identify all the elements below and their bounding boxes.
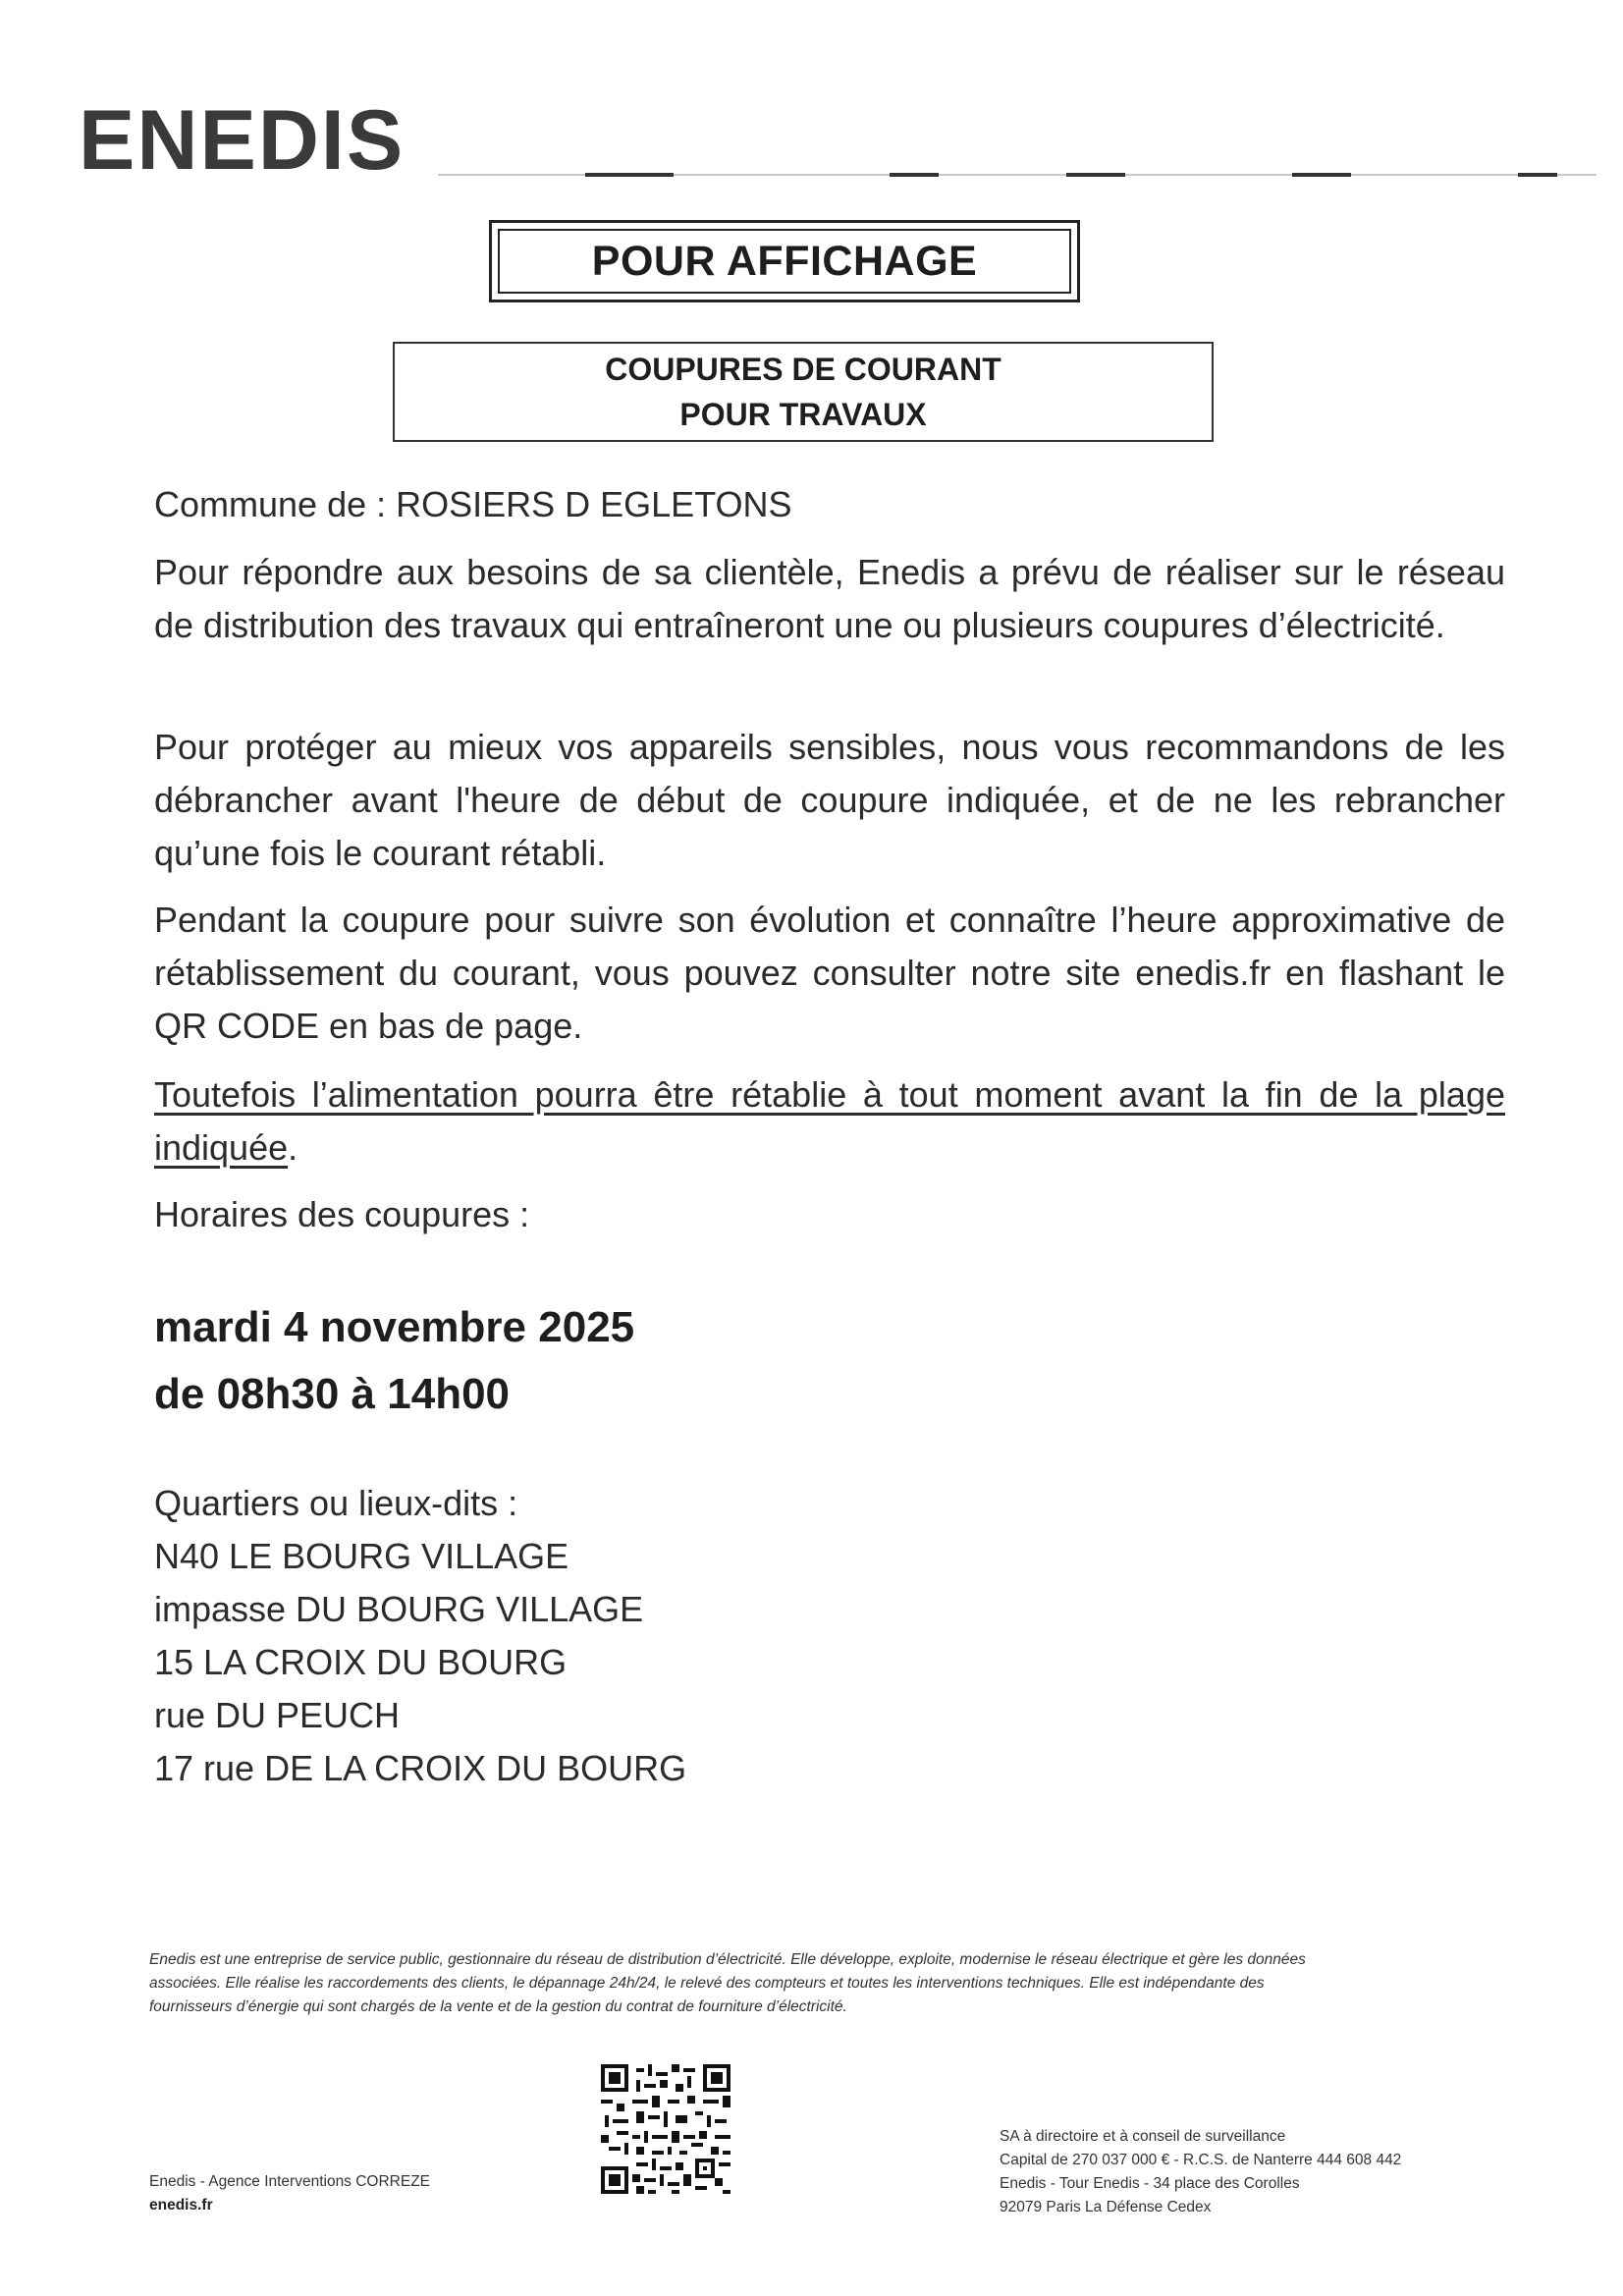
schedule-label: Horaires des coupures : [154, 1194, 530, 1234]
website-link[interactable]: enedis.fr [149, 2197, 213, 2214]
company-info: SA à directoire et à conseil de surveillance Capital de 270 037 000 € - R.C.S. de Nanterre 444 608 442 Enedis - Tour Enedis - 34 place des Corolles 92079 Paris La Défense Cedex [1000, 2128, 1402, 2215]
paragraph-1: Pour répondre aux besoins de sa clientèle, Enedis a prévu de réaliser sur le réseau de distribution des travaux qui entraîneront une ou plusieurs coupures d’électricité. [154, 552, 1505, 645]
outage-date: mardi 4 novembre 2025 [154, 1303, 635, 1351]
display-notice-box [489, 220, 1080, 302]
svg-text:ENEDIS: ENEDIS [79, 98, 406, 183]
subject-line-2: POUR TRAVAUX [679, 397, 927, 432]
list-item: 15 LA CROIX DU BOURG [154, 1642, 568, 1682]
outage-schedule [154, 1294, 634, 1428]
enedis-logo [79, 98, 428, 183]
legal-notice: Enedis est une entreprise de service public, gestionnaire du réseau de distribution d’électricité. Elle développe, exploite, modernise le réseau électrique et gère les données associées. Elle réalise les raccordements des clients, le dépannage 24h/24, le relevé des compteurs et toutes les interventions techniques. Elle est indépendante des fournisseurs d’énergie qui sont chargés de la vente et de la gestion du contrat de fourniture d’électricité. [149, 1951, 1306, 2015]
list-item: N40 LE BOURG VILLAGE [154, 1536, 569, 1576]
list-item: impasse DU BOURG VILLAGE [154, 1589, 644, 1629]
subject-box [393, 342, 1214, 442]
outage-time-range: de 08h30 à 14h00 [154, 1370, 511, 1418]
places-list [154, 1477, 686, 1795]
places-label: Quartiers ou lieux-dits : [154, 1483, 518, 1523]
agency-name: Enedis - Agence Interventions CORREZE [149, 2173, 431, 2190]
display-notice-label: POUR AFFICHAGE [498, 229, 1071, 294]
commune: Commune de : ROSIERS D EGLETONS [154, 484, 792, 524]
paragraph-2: Pour protéger au mieux vos appareils sensibles, nous vous recommandons de les débrancher avant l'heure de début de coupure indiquée, et de ne les rebrancher qu’une fois le courant rétabli. [154, 727, 1505, 873]
agency-info [149, 2170, 430, 2217]
subject-line-1: COUPURES DE COURANT [605, 352, 1001, 387]
header-rule [438, 173, 1596, 177]
paragraph-3: Pendant la coupure pour suivre son évolution et connaître l’heure approximative de rétablissement du courant, vous pouvez consulter notre site enedis.fr en flashant le QR CODE en bas de page. [154, 900, 1505, 1046]
restoration-warning-text: Toutefois l’alimentation pourra être rétablie à tout moment avant la fin de la plage indiquée [154, 1074, 1505, 1168]
qr-code-icon[interactable] [601, 2064, 730, 2194]
restoration-warning: Toutefois l’alimentation pourra être rétablie à tout moment avant la fin de la plage indiquée. [154, 1074, 1505, 1168]
list-item: 17 rue DE LA CROIX DU BOURG [154, 1748, 687, 1788]
list-item: rue DU PEUCH [154, 1695, 401, 1735]
